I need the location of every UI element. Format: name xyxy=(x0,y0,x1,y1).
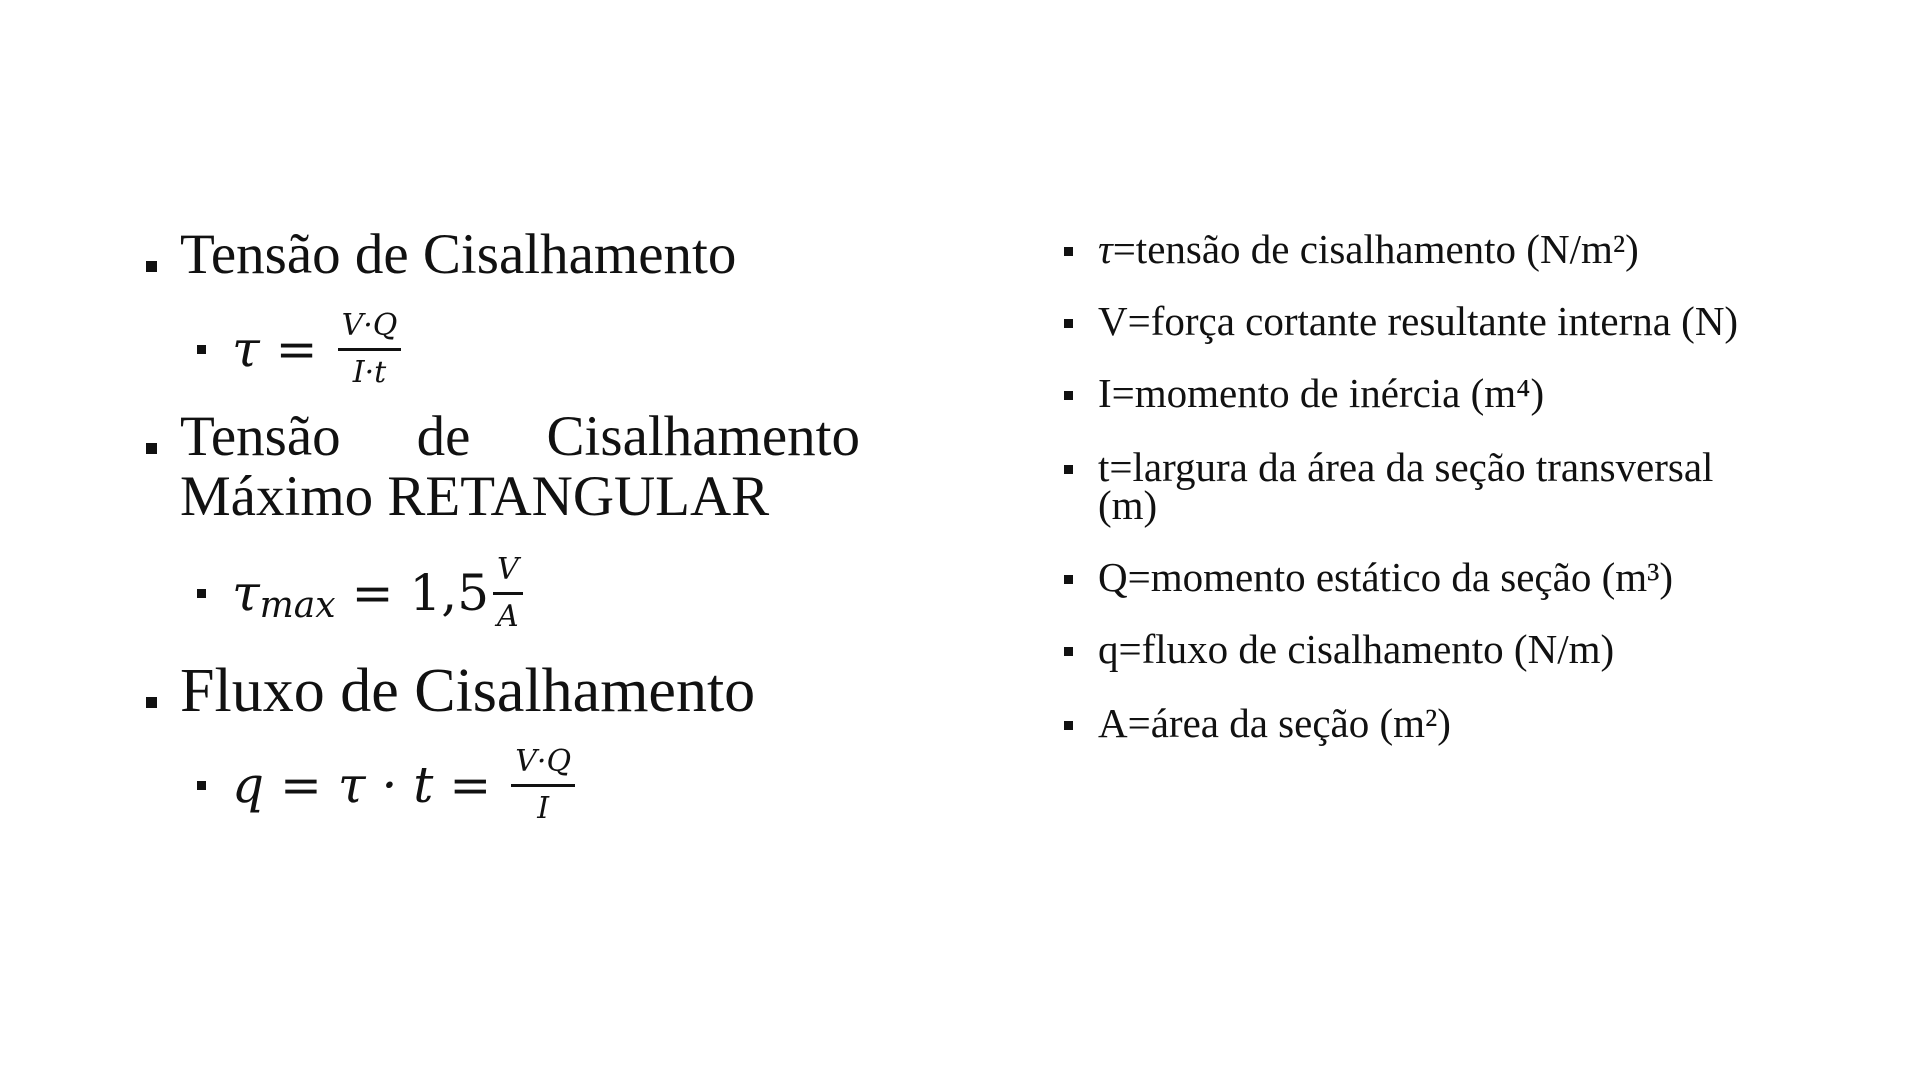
eq1-denominator: I·t xyxy=(352,354,387,390)
eq2-coefficient: 1,5 xyxy=(409,564,490,622)
heading-max-shear-line1: Tensão de Cisalhamento xyxy=(180,405,860,468)
eq3-denominator: I xyxy=(537,790,550,826)
formula-shear-stress xyxy=(140,299,860,399)
definition-symbol: V xyxy=(1098,298,1128,344)
eq3-equals-1: = xyxy=(280,756,322,814)
definition-text: =momento de inércia (m⁴) xyxy=(1111,370,1545,416)
heading-shear-flow-text: Fluxo de Cisalhamento xyxy=(180,657,756,725)
heading-shear-stress xyxy=(140,225,860,285)
eq2-denominator: A xyxy=(497,598,519,634)
heading-max-shear-line2: Máximo RETANGULAR xyxy=(180,465,770,528)
eq2-equals: = xyxy=(351,564,394,622)
definition-a xyxy=(1060,700,1740,746)
formula-shear-flow xyxy=(140,735,860,835)
equation-tau xyxy=(232,308,401,391)
eq1-lhs: τ xyxy=(232,320,260,378)
eq3-fraction xyxy=(511,744,575,827)
eq2-subscript: max xyxy=(259,584,336,626)
equation-tau-max xyxy=(232,552,523,635)
equation-q xyxy=(232,744,575,827)
definition-q-flow xyxy=(1060,626,1740,672)
eq2-fraction xyxy=(493,552,523,635)
definitions-list xyxy=(1060,226,1740,778)
definition-symbol: τ xyxy=(1098,226,1113,272)
definition-text: =tensão de cisalhamento (N/m²) xyxy=(1112,226,1639,272)
definition-text: =momento estático da seção (m³) xyxy=(1127,554,1674,600)
definition-symbol: Q xyxy=(1098,554,1128,600)
eq3-numerator: V·Q xyxy=(511,744,575,787)
definition-symbol: q xyxy=(1098,626,1119,672)
definition-symbol: t xyxy=(1098,444,1110,490)
definition-symbol: A xyxy=(1098,700,1128,746)
eq3-lhs: q xyxy=(232,756,265,814)
definition-q-moment xyxy=(1060,554,1740,600)
eq2-numerator: V xyxy=(493,552,523,595)
heading-shear-stress-text: Tensão de Cisalhamento xyxy=(180,223,737,286)
definition-symbol: I xyxy=(1098,370,1112,416)
heading-max-shear-rectangular xyxy=(140,407,860,527)
eq1-fraction xyxy=(338,308,402,391)
definition-text: =fluxo de cisalhamento (N/m) xyxy=(1118,626,1615,672)
formulas-column xyxy=(140,225,860,835)
definition-t xyxy=(1060,444,1740,528)
definition-text: =área da seção (m²) xyxy=(1127,700,1451,746)
definition-tau xyxy=(1060,226,1740,272)
eq1-equals: = xyxy=(275,320,318,378)
heading-shear-flow xyxy=(140,657,860,725)
eq2-lhs: τ xyxy=(232,564,260,622)
definition-text: =força cortante resultante interna (N) xyxy=(1127,298,1739,344)
eq3-equals-2: = xyxy=(449,756,492,814)
definition-i xyxy=(1060,370,1740,416)
definition-text: =largura da área da seção transversal (m) xyxy=(1098,444,1714,528)
eq3-middle: τ · t xyxy=(337,756,434,814)
eq1-numerator: V·Q xyxy=(338,308,402,351)
definition-v xyxy=(1060,298,1740,344)
formula-max-shear xyxy=(140,543,860,643)
